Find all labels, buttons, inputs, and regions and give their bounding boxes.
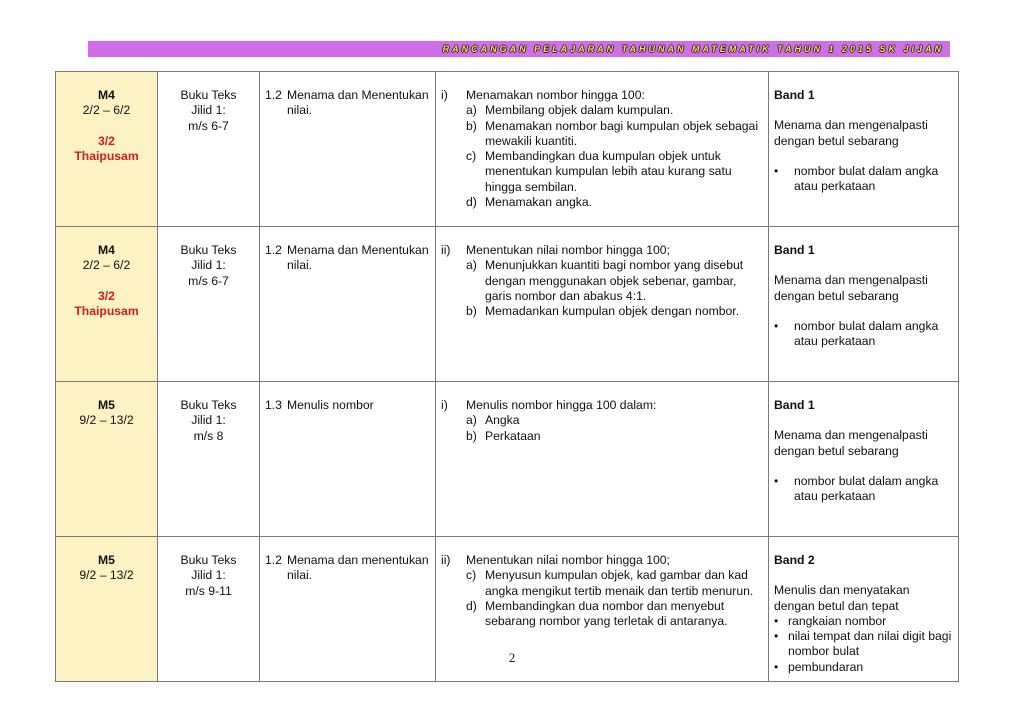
subitem-letter: c) [466, 149, 477, 164]
subitem-text: Membilang objek dalam kumpulan. [485, 103, 674, 118]
subitem-letter: a) [466, 103, 477, 118]
subitem-text: Memadankan kumpulan objek dengan nombor. [485, 304, 740, 319]
subitem-text: Perkataan [485, 428, 541, 443]
subitem-letter: a) [466, 413, 477, 428]
table-row [56, 382, 959, 537]
week-label: M5 [98, 398, 115, 412]
week-cell [56, 72, 158, 227]
band-title: Band 1 [774, 398, 815, 412]
objective-heading [441, 243, 763, 258]
standard [265, 398, 430, 413]
bullet-text: nilai tempat dan nilai digit bagi nombor bulat [788, 629, 952, 659]
objective-subitem [466, 149, 763, 195]
bullet-icon: • [774, 473, 779, 488]
standard-text: Menama dan menentukan nilai. [287, 553, 429, 583]
objective-numeral: i) [441, 88, 448, 102]
bullet-icon: • [774, 629, 779, 644]
objective-subitem [466, 258, 763, 304]
standard-text: Menulis nombor [287, 398, 374, 412]
standard-cell [260, 72, 436, 227]
objective-subitem [466, 429, 763, 444]
week-label: M4 [98, 88, 115, 102]
header-bar [88, 41, 950, 57]
subitem-text: Menamakan nombor bagi kumpulan objek sebagai mewakili kuantiti. [485, 118, 759, 148]
subitem-text: Angka [485, 413, 520, 428]
resource-line: Buku Teks [180, 243, 237, 257]
resource-line: m/s 6-7 [188, 118, 229, 133]
subitem-text: Menunjukkan kuantiti bagi nombor yang disebut dengan menggunakan objek sebenar, gambar, garis nombor dan abakus 4:1. [485, 258, 744, 303]
resource-cell [158, 227, 260, 382]
objective-subitem [466, 119, 763, 150]
resource-line: m/s 9-11 [185, 583, 232, 598]
objective-cell [436, 227, 769, 382]
week-dates: 2/2 – 6/2 [82, 103, 131, 118]
subitem-letter: d) [466, 598, 477, 613]
band-cell [769, 227, 959, 382]
band-description: Menulis dan menyatakan dengan betul dan tepat [774, 583, 910, 613]
objective-heading [441, 553, 763, 568]
week-dates: 9/2 – 13/2 [79, 413, 134, 428]
objective-subitem [466, 568, 763, 599]
resource-cell [158, 72, 260, 227]
resource-line: m/s 8 [193, 428, 224, 443]
lesson-plan-table [55, 71, 959, 682]
bullet-icon: • [774, 163, 779, 178]
bullet-icon: • [774, 318, 779, 333]
band-bullet-list [774, 164, 953, 195]
resource-line: Jilid 1: [191, 103, 226, 118]
week-label: M5 [98, 553, 115, 567]
band-title: Band 1 [774, 88, 815, 102]
table-row [56, 227, 959, 382]
week-dates: 2/2 – 6/2 [82, 258, 131, 273]
subitem-letter: c) [466, 568, 477, 583]
objective-title: Menulis nombor hingga 100 dalam: [466, 398, 657, 412]
holiday-name: Thaipusam [74, 303, 139, 318]
band-bullet [774, 614, 953, 629]
band-bullet-list [774, 319, 953, 350]
band-bullet [774, 474, 953, 505]
bullet-text: nombor bulat dalam angka atau perkataan [794, 473, 939, 504]
objective-heading [441, 88, 763, 103]
page-number: 2 [508, 650, 516, 665]
bullet-icon: • [774, 659, 779, 674]
subitem-letter: a) [466, 258, 477, 273]
band-description: Menama dan mengenalpasti dengan betul sebarang [774, 428, 928, 458]
subitem-text: Membandingkan dua kumpulan objek untuk menentukan kumpulan lebih atau kurang satu hingga sembilan. [485, 149, 732, 194]
resource-line: m/s 6-7 [188, 273, 229, 288]
table-row [56, 72, 959, 227]
holiday-date: 3/2 [98, 288, 115, 303]
standard-number: 1.3 [265, 398, 282, 412]
subitem-text: Menamakan angka. [485, 195, 593, 210]
objective-subitem [466, 103, 763, 118]
resource-line: Buku Teks [180, 553, 237, 567]
subitem-letter: d) [466, 195, 477, 210]
subitem-letter: b) [466, 428, 477, 443]
objective-subitem [466, 304, 763, 319]
week-cell [56, 227, 158, 382]
objective-title: Menentukan nilai nombor hingga 100; [466, 553, 670, 567]
subitem-text: Menyusun kumpulan objek, kad gambar dan kad angka mengikut tertib menaik dan tertib menurun. [485, 568, 754, 598]
objective-subitem [466, 413, 763, 428]
bullet-icon: • [774, 613, 779, 628]
band-cell [769, 72, 959, 227]
standard-cell [260, 227, 436, 382]
subitem-text: Membandingkan dua nombor dan menyebut sebarang nombor yang terletak di antaranya. [485, 598, 728, 629]
subitem-letter: b) [466, 118, 477, 133]
standard [265, 88, 430, 119]
objective-numeral: ii) [441, 243, 451, 257]
standard [265, 553, 430, 584]
resource-line: Buku Teks [180, 398, 237, 412]
week-cell [56, 382, 158, 537]
holiday-date: 3/2 [98, 133, 115, 148]
band-title: Band 2 [774, 553, 815, 567]
objective-numeral: i) [441, 398, 448, 412]
resource-line: Buku Teks [180, 88, 237, 102]
header-title: RANCANGAN PELAJARAN TAHUNAN MATEMATIK TAHUN 1 2015 SK JIJAN [442, 44, 944, 54]
resource-cell [158, 382, 260, 537]
band-bullet [774, 164, 953, 195]
holiday-name: Thaipusam [74, 148, 139, 163]
bullet-text: nombor bulat dalam angka atau perkataan [794, 318, 939, 349]
bullet-text: rangkaian nombor [788, 613, 887, 628]
bullet-text: pembundaran [788, 659, 864, 674]
standard-number: 1.2 [265, 243, 282, 257]
objective-cell [436, 382, 769, 537]
objective-title: Menamakan nombor hingga 100: [466, 88, 645, 102]
objective-heading [441, 398, 763, 413]
standard-text: Menama dan Menentukan nilai. [287, 243, 429, 273]
standard-cell [260, 382, 436, 537]
resource-line: Jilid 1: [191, 258, 226, 273]
objective-subitem [466, 599, 763, 630]
resource-line: Jilid 1: [191, 413, 226, 428]
band-description: Menama dan mengenalpasti dengan betul sebarang [774, 118, 928, 148]
standard-number: 1.2 [265, 88, 282, 102]
band-title: Band 1 [774, 243, 815, 257]
objective-subitem [466, 195, 763, 210]
band-cell [769, 382, 959, 537]
objective-cell [436, 72, 769, 227]
standard-number: 1.2 [265, 553, 282, 567]
band-description: Menama dan mengenalpasti dengan betul sebarang [774, 273, 928, 303]
band-bullet-list [774, 474, 953, 505]
bullet-text: nombor bulat dalam angka atau perkataan [794, 163, 939, 194]
week-label: M4 [98, 243, 115, 257]
standard [265, 243, 430, 274]
resource-line: Jilid 1: [191, 568, 226, 583]
week-dates: 9/2 – 13/2 [79, 568, 134, 583]
subitem-letter: b) [466, 304, 477, 319]
objective-title: Menentukan nilai nombor hingga 100; [466, 243, 670, 257]
standard-text: Menama dan Menentukan nilai. [287, 88, 429, 118]
band-bullet [774, 319, 953, 350]
objective-numeral: ii) [441, 553, 451, 567]
